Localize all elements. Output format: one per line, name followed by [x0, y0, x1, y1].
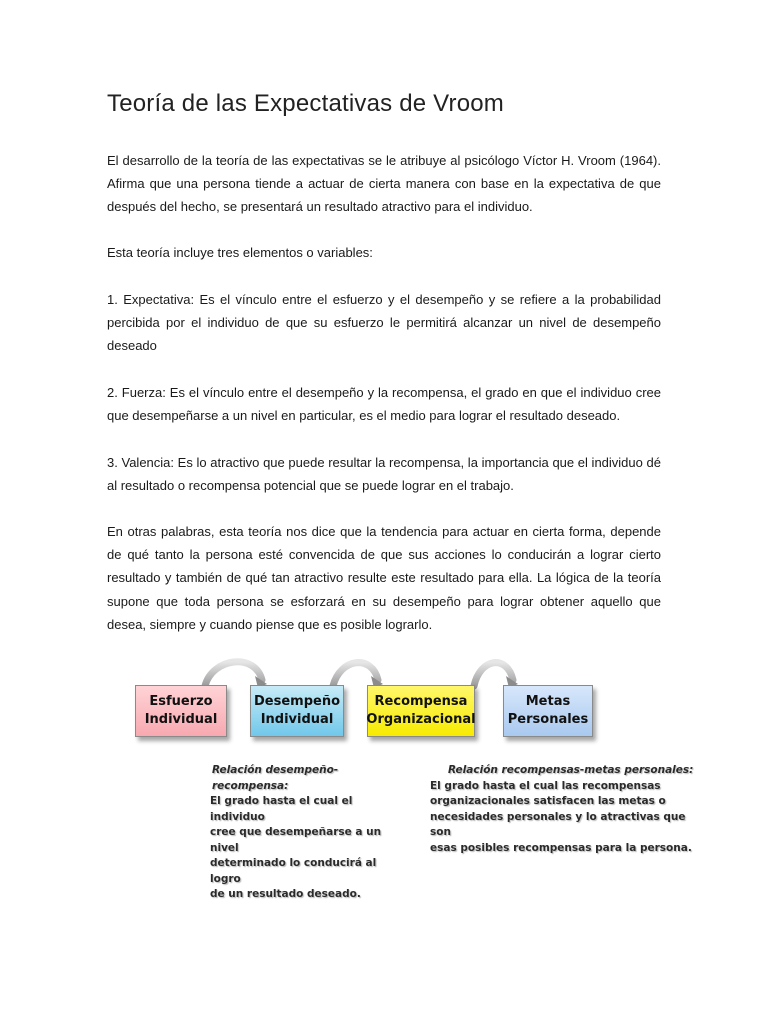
- paragraph-valencia: 3. Valencia: Es lo atractivo que puede resultar la recompensa, la importancia que el individuo dé al resultado o recompensa potencial que se puede lograr en el trabajo.: [107, 455, 661, 494]
- caption-recompensas-metas: [430, 763, 700, 856]
- paragraph-intro: El desarrollo de la teoría de las expectativas se le atribuye al psicólogo Víctor H. Vroom (1964). Afirma que una persona tiende a actuar de cierta manera con base en la expectativa de que después del hecho, se presentará un resultado atractivo para el individuo.: [107, 153, 661, 215]
- page-title: Teoría de las Expectativas de Vroom: [107, 90, 504, 117]
- caption-desempeno-recompensa: [210, 763, 410, 903]
- box-label-line1: Desempeño: [253, 694, 341, 709]
- arrow-esfuerzo-desempeno: [205, 662, 262, 686]
- paragraph-expectativa: 1. Expectativa: Es el vínculo entre el esfuerzo y el desempeño y se refiere a la probabilidad percibida por el individuo de que su esfuerzo le permitirá alcanzar un nivel de desempeño deseado: [107, 292, 661, 354]
- box-label-line2: Organizacional: [366, 712, 476, 727]
- box-label-line1: Recompensa: [374, 694, 468, 709]
- caption-line: El grado hasta el cual el individuo: [210, 795, 353, 823]
- box-label-line1: Metas: [525, 694, 571, 709]
- paragraph-summary: En otras palabras, esta teoría nos dice que la tendencia para actuar en cierta forma, depende de qué tanto la persona esté convencida de que sus acciones lo conducirán a lograr cierto resultado y también de qué tan atractivo resulte este resultado para ella. La lógica de la teoría supone que toda persona se esforzará en su desempeño para lograr obtener aquello que desea, siempre y cuando piense que es posible lograrlo.: [107, 524, 661, 632]
- caption-line: esas posibles recompensas para la persona.: [430, 841, 692, 854]
- box-esfuerzo-individual: [135, 685, 227, 737]
- caption-line: determinado lo conducirá al logro: [210, 857, 377, 885]
- caption-line: de un resultado deseado.: [210, 888, 361, 900]
- arrow-recompensa-metas: [474, 663, 513, 686]
- box-label-line1: Esfuerzo: [149, 694, 213, 709]
- caption-line: necesidades personales y lo atractivas que son: [430, 810, 686, 838]
- box-metas-personales: [503, 685, 593, 737]
- caption-heading: Relación recompensas-metas personales:: [448, 764, 694, 776]
- vroom-diagram: [0, 650, 768, 900]
- paragraph-elements: Esta teoría incluye tres elementos o variables:: [107, 245, 373, 260]
- caption-line: El grado hasta el cual las recompensas: [430, 779, 661, 792]
- arrow-desempeno-recompensa: [333, 663, 378, 686]
- caption-line: cree que desempeñarse a un nivel: [210, 826, 382, 854]
- caption-heading: Relación desempeño-recompensa:: [212, 764, 339, 792]
- box-label-line2: Individual: [144, 712, 218, 727]
- box-label-line2: Individual: [260, 712, 334, 727]
- box-desempeno-individual: [250, 685, 344, 737]
- box-recompensa-organizacional: [367, 685, 475, 737]
- paragraph-fuerza: 2. Fuerza: Es el vínculo entre el desempeño y la recompensa, el grado en que el individuo cree que desempeñarse a un nivel en particular, es el medio para lograr el resultado deseado.: [107, 385, 661, 424]
- caption-line: organizacionales satisfacen las metas o: [430, 795, 666, 807]
- box-label-line2: Personales: [507, 712, 589, 727]
